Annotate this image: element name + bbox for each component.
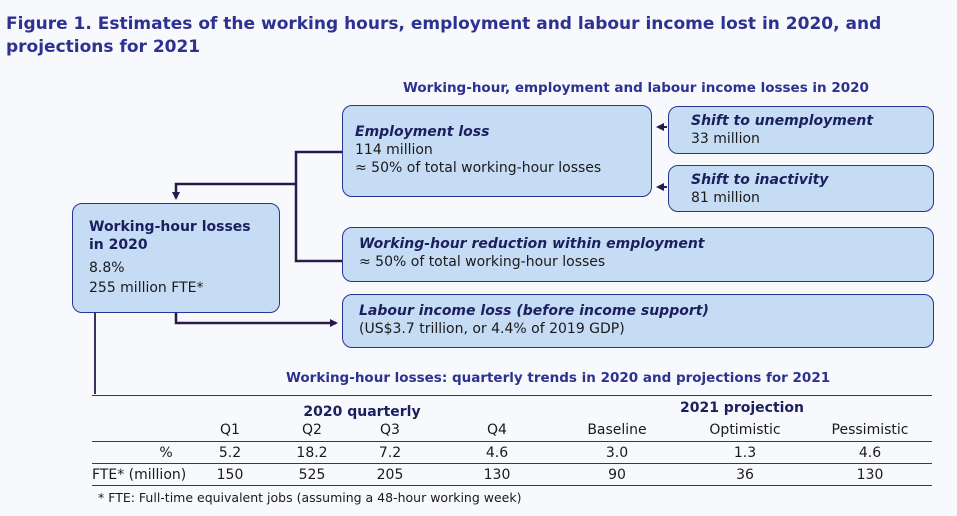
row-label: %: [159, 445, 173, 461]
table-cell: 130: [483, 467, 511, 483]
working-hour-losses-box: [72, 203, 280, 313]
column-header: Q4: [487, 422, 507, 438]
figure-title: Figure 1. Estimates of the working hours, employment and labour income lost in 2020, and projections for 2021: [6, 14, 882, 57]
shift-inactivity-value: 81 million: [691, 190, 760, 206]
reduction-within-employment-box: [342, 227, 934, 282]
table-cell: 36: [736, 467, 754, 483]
labour-income-loss-box: [342, 294, 934, 348]
reduction-within-employment-title: Working-hour reduction within employment: [359, 236, 705, 252]
table-cell: 1.3: [733, 445, 757, 461]
footnote: * FTE: Full-time equivalent jobs (assuming a 48-hour working week): [98, 490, 522, 505]
working-hour-losses-fte: 255 million FTE*: [89, 280, 204, 296]
column-header: Q3: [380, 422, 400, 438]
table-cell: 7.2: [378, 445, 402, 461]
shift-unemployment-value: 33 million: [691, 131, 760, 147]
column-header: Optimistic: [709, 422, 781, 438]
table-heading: Working-hour losses: quarterly trends in 2020 and projections for 2021: [286, 370, 831, 386]
table-top-rule: [92, 395, 932, 396]
table-cell: 150: [216, 467, 244, 483]
table-cell: 205: [376, 467, 404, 483]
table-cell: 4.6: [485, 445, 509, 461]
connector-to-labour-income: [176, 312, 336, 323]
table-cell: 5.2: [218, 445, 242, 461]
diagram-heading: Working-hour, employment and labour income losses in 2020: [403, 80, 869, 96]
table-row-rule: [92, 463, 932, 464]
labour-income-loss-title: Labour income loss (before income support): [359, 303, 709, 319]
table-cell: 4.6: [858, 445, 882, 461]
column-header: Q2: [302, 422, 322, 438]
reduction-within-employment-value: ≈ 50% of total working-hour losses: [359, 254, 606, 270]
column-header: Q1: [220, 422, 240, 438]
shift-unemployment-title: Shift to unemployment: [691, 113, 874, 129]
employment-loss-title: Employment loss: [355, 124, 490, 140]
group-header-2020: 2020 quarterly: [303, 404, 421, 420]
table-cell: 18.2: [296, 445, 328, 461]
group-header-2021: 2021 projection: [679, 400, 805, 416]
row-label: FTE* (million): [92, 467, 187, 483]
employment-loss-share: ≈ 50% of total working-hour losses: [355, 160, 602, 176]
shift-unemployment-box: [668, 106, 934, 154]
table-bottom-rule: [92, 485, 932, 486]
table-cell: 130: [856, 467, 884, 483]
labour-income-loss-value: (US$3.7 trillion, or 4.4% of 2019 GDP): [359, 321, 625, 337]
table-cell: 525: [298, 467, 326, 483]
connector-to-working-hour-box: [176, 184, 296, 198]
working-hour-losses-title-2: in 2020: [89, 237, 148, 253]
shift-inactivity-title: Shift to inactivity: [691, 172, 829, 188]
column-header: Baseline: [587, 422, 647, 438]
table-cell: 90: [608, 467, 626, 483]
working-hour-losses-percent: 8.8%: [89, 260, 125, 276]
employment-loss-value: 114 million: [355, 142, 433, 158]
working-hour-losses-title-1: Working-hour losses: [89, 219, 251, 235]
shift-inactivity-box: [668, 165, 934, 212]
table-cell: 3.0: [605, 445, 629, 461]
column-header: Pessimistic: [831, 422, 909, 438]
connector-employment-tree: [296, 152, 342, 261]
employment-loss-box: [342, 105, 652, 197]
table-header-rule: [92, 441, 932, 442]
